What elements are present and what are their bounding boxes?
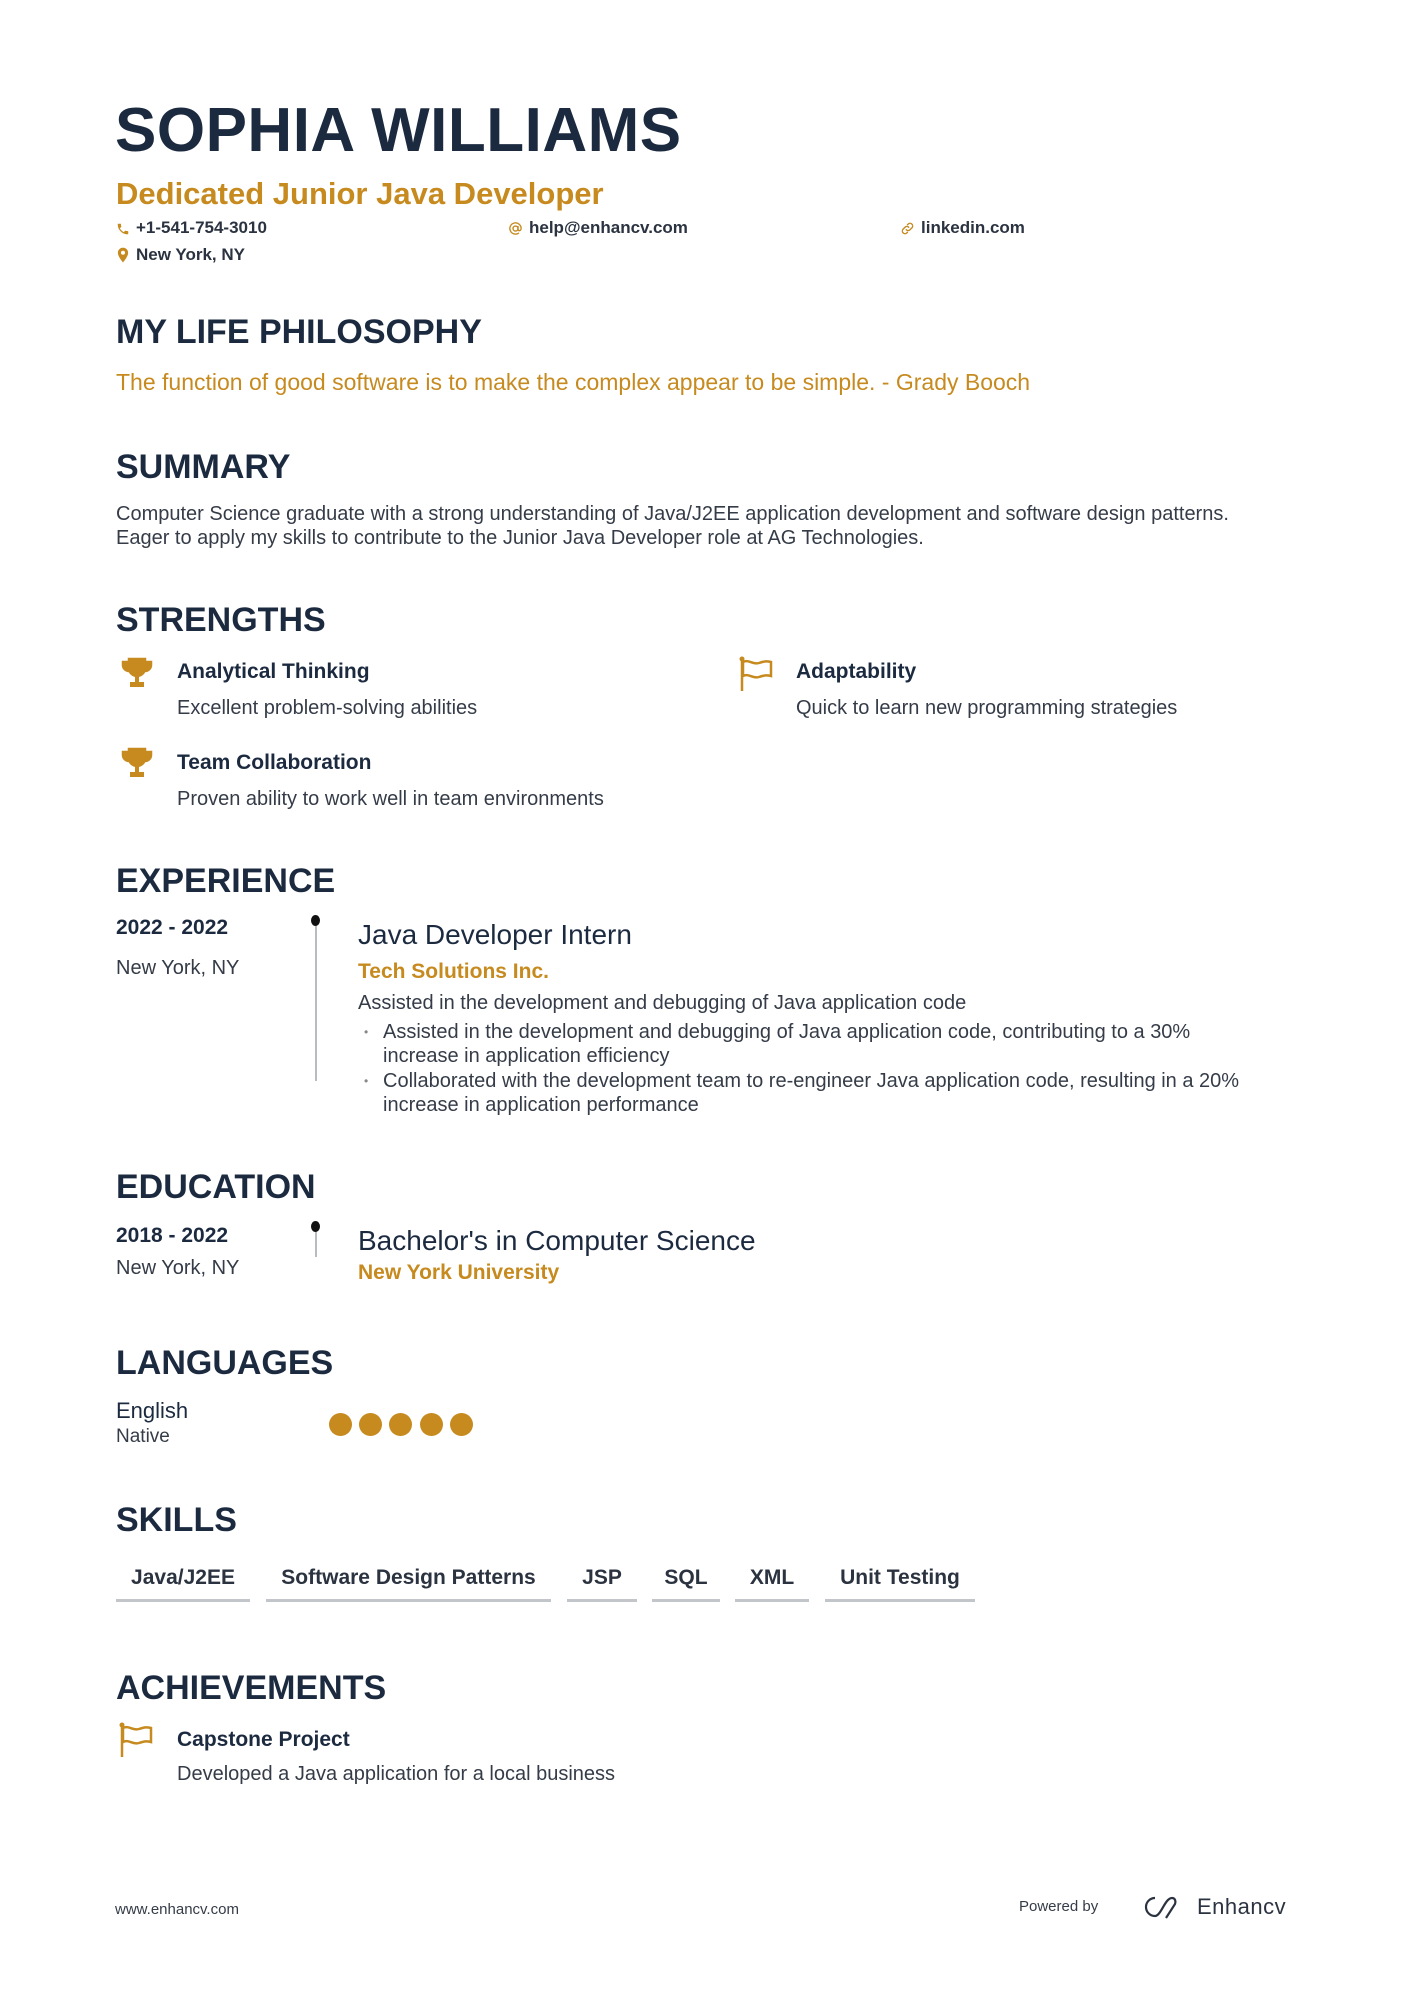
email-text: help@enhancv.com: [529, 218, 688, 237]
location-pin-icon: [116, 247, 130, 263]
education-heading: EDUCATION: [116, 1168, 316, 1206]
flag-icon: [739, 656, 777, 692]
enhancv-brand: Enhancv: [1197, 1894, 1287, 1919]
rating-dot: [420, 1413, 443, 1436]
timeline-line: [315, 920, 317, 1081]
bullet-icon: •: [364, 1074, 369, 1088]
skill-tag: XML: [735, 1563, 809, 1602]
languages-heading: LANGUAGES: [116, 1344, 334, 1382]
flag-icon: [119, 1722, 157, 1758]
experience-dates: 2022 - 2022: [116, 916, 229, 939]
at-icon: [508, 221, 523, 236]
timeline-dot: [311, 915, 320, 926]
education-dates: 2018 - 2022: [116, 1224, 229, 1247]
bullet-icon: •: [364, 1025, 369, 1039]
achievements-heading: ACHIEVEMENTS: [116, 1669, 387, 1707]
trophy-icon: [120, 657, 154, 689]
phone-icon: [116, 222, 130, 236]
strength-desc: Excellent problem-solving abilities: [177, 697, 478, 719]
achievement-desc: Developed a Java application for a local business: [177, 1763, 616, 1785]
rating-dot: [359, 1413, 382, 1436]
strength-desc: Quick to learn new programming strategies: [796, 697, 1178, 719]
phone: [116, 217, 267, 239]
powered-by: Powered by: [1019, 1898, 1099, 1915]
language-name: English: [116, 1398, 189, 1423]
experience-role: Java Developer Intern: [358, 919, 632, 950]
experience-bullet: Collaborated with the development team to re-engineer Java application code, resulting in a 20%: [383, 1070, 1240, 1092]
achievement-title: Capstone Project: [177, 1728, 350, 1751]
strengths-heading: STRENGTHS: [116, 601, 326, 639]
rating-dot: [389, 1413, 412, 1436]
link-icon: [900, 221, 915, 236]
rating-dot: [450, 1413, 473, 1436]
email[interactable]: [508, 217, 688, 239]
rating-dot: [329, 1413, 352, 1436]
education-school: New York University: [358, 1261, 560, 1284]
summary-line: Computer Science graduate with a strong understanding of Java/J2EE application development and software design patterns.: [116, 503, 1229, 525]
education-location: New York, NY: [116, 1257, 240, 1279]
experience-location: New York, NY: [116, 957, 240, 979]
education-degree: Bachelor's in Computer Science: [358, 1225, 756, 1256]
candidate-name: SOPHIA WILLIAMS: [115, 96, 682, 165]
experience-bullet-cont: increase in application performance: [383, 1094, 699, 1116]
enhancv-logo-icon: [1139, 1893, 1185, 1921]
website-link[interactable]: [900, 217, 1025, 239]
experience-company: Tech Solutions Inc.: [358, 960, 549, 983]
trophy-icon: [120, 747, 154, 779]
strength-desc: Proven ability to work well in team environments: [177, 788, 604, 810]
skill-tag: JSP: [567, 1563, 637, 1602]
strength-title: Analytical Thinking: [177, 660, 370, 683]
experience-heading: EXPERIENCE: [116, 862, 336, 900]
skill-tag: SQL: [652, 1563, 720, 1602]
strength-title: Adaptability: [796, 660, 917, 683]
skills-heading: SKILLS: [116, 1501, 237, 1539]
language-level: Native: [116, 1426, 170, 1447]
experience-bullet-cont: increase in application efficiency: [383, 1045, 670, 1067]
location: [116, 244, 245, 266]
candidate-title: Dedicated Junior Java Developer: [116, 176, 604, 211]
timeline-dot: [311, 1221, 320, 1232]
experience-description: Assisted in the development and debugging of Java application code: [358, 992, 967, 1014]
summary-line: Eager to apply my skills to contribute to the Junior Java Developer role at AG Technologies.: [116, 527, 924, 549]
experience-bullet: Assisted in the development and debugging of Java application code, contributing to a 30%: [383, 1021, 1191, 1043]
location-text: New York, NY: [136, 245, 245, 264]
skill-tag: Software Design Patterns: [266, 1563, 551, 1602]
skill-tag: Java/J2EE: [116, 1563, 250, 1602]
phone-text: +1-541-754-3010: [136, 218, 267, 237]
strength-title: Team Collaboration: [177, 751, 372, 774]
philosophy-heading: MY LIFE PHILOSOPHY: [116, 313, 482, 351]
skill-tag: Unit Testing: [825, 1563, 975, 1602]
link-text: linkedin.com: [921, 218, 1025, 237]
summary-heading: SUMMARY: [116, 448, 291, 486]
footer-website[interactable]: www.enhancv.com: [115, 1901, 239, 1918]
philosophy-quote: The function of good software is to make the complex appear to be simple. - Grady Booch: [116, 369, 1031, 395]
